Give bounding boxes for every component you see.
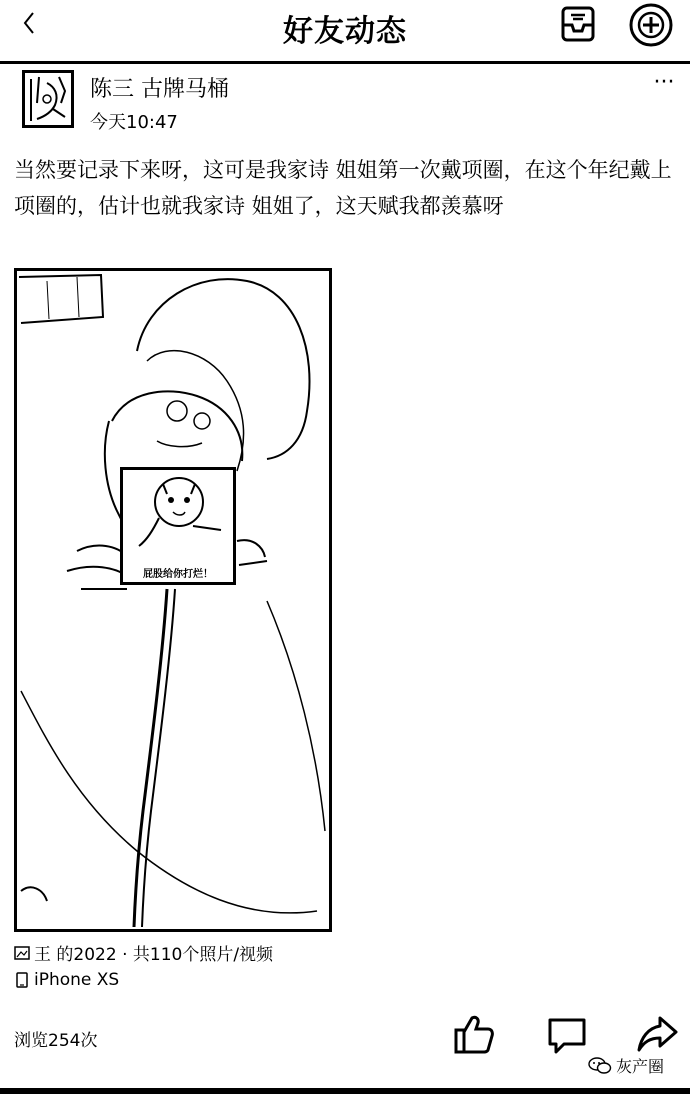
comment-button[interactable] [546, 1016, 588, 1056]
cat-face-icon [123, 470, 233, 566]
phone-icon [14, 972, 30, 988]
more-button[interactable]: ··· [653, 70, 675, 95]
device-text: iPhone XS [34, 970, 120, 990]
avatar-image [25, 73, 71, 125]
message-button[interactable] [556, 2, 600, 46]
bottom-divider [0, 1088, 690, 1094]
photo-sketch [17, 271, 329, 929]
view-count: 浏览254次 [14, 1031, 98, 1051]
top-bar [0, 0, 690, 64]
share-icon [636, 1014, 678, 1054]
sign-text: 屁股给你打烂！ [143, 569, 213, 580]
wechat-icon [588, 1056, 612, 1076]
avatar[interactable] [22, 70, 74, 128]
album-text: 王 的2022 · 共110个照片/视频 [34, 945, 274, 965]
sign-card [120, 467, 236, 585]
post-text: 当然要记录下来呀，这可是我家诗 姐姐第一次戴项圈，在这个年纪戴上项圈的，估计也就我家诗 姐姐了，这天赋我都羡慕呀 [14, 158, 672, 218]
username[interactable]: 陈三 古牌马桶 [90, 77, 229, 102]
add-circle-icon [628, 2, 674, 48]
post-photo[interactable] [14, 268, 332, 932]
like-button[interactable] [452, 1012, 496, 1056]
post-time: 今天10:47 [90, 112, 178, 133]
watermark [588, 1054, 664, 1077]
add-button[interactable] [626, 0, 676, 50]
album-link[interactable] [14, 940, 273, 965]
share-button[interactable] [636, 1014, 678, 1054]
message-icon [560, 5, 596, 43]
thumbs-up-icon [452, 1012, 496, 1056]
watermark-text: 灰产圈 [616, 1057, 665, 1076]
image-icon [14, 945, 30, 961]
page-title: 好友动态 [283, 14, 407, 49]
comment-icon [546, 1016, 588, 1056]
device-info [14, 970, 119, 990]
